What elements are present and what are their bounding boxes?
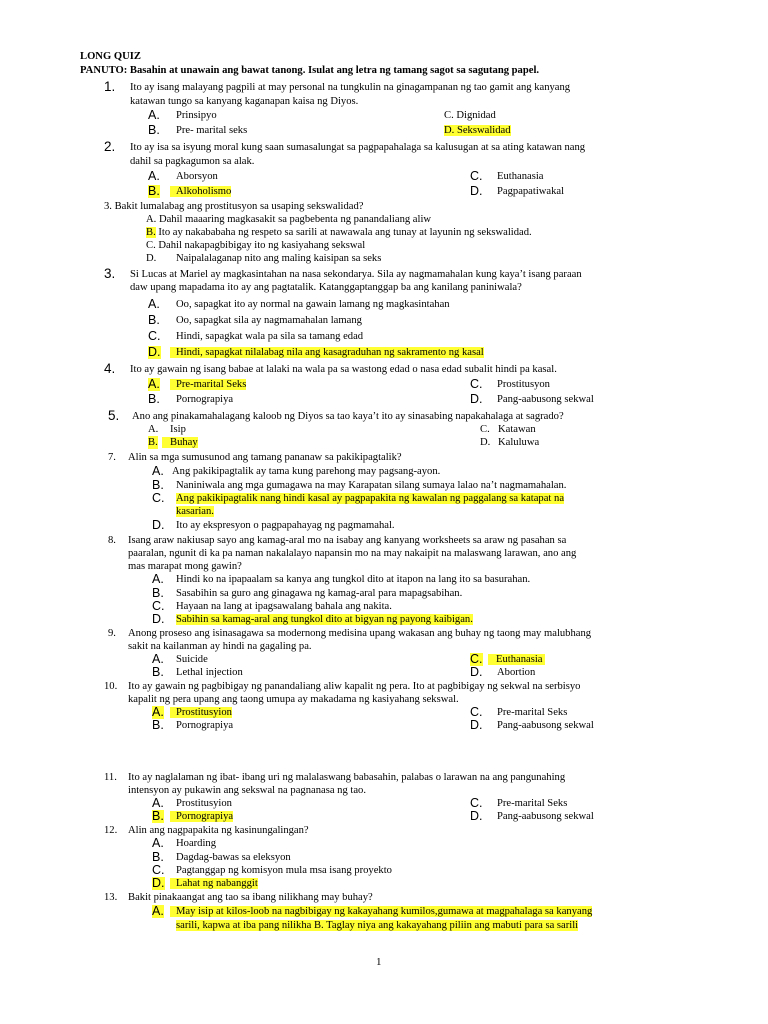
option-text: Prostitusyon	[497, 379, 550, 390]
option-text: Hayaan na lang at ipagsawalang bahala ang nakita.	[176, 601, 392, 612]
option-letter: C.	[470, 652, 483, 666]
option-letter: D.	[470, 718, 483, 732]
option-letter: C.	[480, 424, 490, 435]
option-letter: C.	[152, 863, 165, 877]
option-letter: B.	[146, 227, 156, 238]
option-text: Naniniwala ang mga gumagawa na may Karapatan silang sumaya lalao na’t nagmamahalan.	[176, 480, 567, 491]
option-letter: C.	[470, 169, 483, 183]
option-letter: C.	[152, 491, 165, 505]
option-text: Prostitusyion	[176, 798, 232, 809]
question-number: 11.	[104, 772, 117, 783]
question-text: sakit na kailanman ay hindi na gagaling pa.	[128, 641, 312, 652]
option-text: Pornograpiya	[176, 394, 234, 405]
option-letter: D.	[470, 809, 483, 823]
option-text: C. Dignidad	[444, 110, 496, 121]
question-text: Alin sa mga sumusunod ang tamang pananaw sa pakikipagtalik?	[128, 452, 402, 463]
question-number: 4.	[104, 361, 116, 376]
correct-answer: Sabihin sa kamag-aral ang tungkol dito at bigyan ng payong kaibigan.	[176, 614, 473, 625]
question-text: Anong proseso ang isinasagawa sa modernong medisina upang wakasan ang buhay ng taong may malubhang	[128, 628, 592, 639]
option-letter: B.	[148, 437, 158, 448]
question-text: Si Lucas at Mariel ay magkasintahan na nasa sekondarya. Sila ay nagmamahalan kung kaya’t isang paraan	[130, 269, 582, 280]
option-letter: C.	[152, 599, 165, 613]
option-letter: B.	[152, 850, 164, 864]
option-text: Ito ay nakababaha ng respeto sa sarili at nawawala ang tunay at layunin ng sekswalidad.	[155, 227, 532, 238]
correct-answer: Pornograpiya	[170, 811, 233, 822]
option-letter: A.	[152, 652, 164, 666]
question-text: 3. Bakit lumalabag ang prostitusyon sa usaping sekswalidad?	[104, 201, 364, 212]
option-text: Pre-marital Seks	[497, 707, 568, 718]
question-text: katawan tungo sa kanyang kaganapan kaisa ng Diyos.	[130, 96, 359, 107]
option-text: Naipalalaganap nito ang maling kaisipan sa seks	[176, 253, 382, 264]
option-letter: D.	[152, 876, 165, 890]
option-letter: B.	[148, 123, 160, 137]
option-text: Sasabihin sa guro ang ginagawa ng kamag-aral para mapagsabihan.	[176, 588, 463, 599]
option-text: Pang-aabusong sekwal	[497, 720, 594, 731]
option-text: Isip	[170, 424, 186, 435]
option-letter: A.	[152, 572, 164, 586]
correct-answer: Alkoholismo	[170, 186, 231, 197]
question-text: Ito ay gawain ng pagbibigay ng panandaliang aliw kapalit ng pera. Ito at pagbibigay ng sekwal na serbisyo	[128, 681, 581, 692]
option-text: Lethal injection	[176, 667, 243, 678]
option-text: Oo, sapagkat ito ay normal na gawain lamang ng magkasintahan	[176, 299, 450, 310]
option-text: Katawan	[498, 424, 536, 435]
option-text: A. Dahil maaaring magkasakit sa pagbebenta ng panandaliang aliw	[146, 214, 432, 225]
option-letter: B.	[152, 665, 164, 679]
question-text: Alin ang nagpapakita ng kasinungalingan?	[128, 825, 309, 836]
option-letter: B.	[152, 586, 164, 600]
option-text: Kaluluwa	[498, 437, 540, 448]
question-text: dahil sa pagkagumon sa alak.	[130, 156, 255, 167]
option-letter: D.	[152, 612, 165, 626]
correct-answer: Lahat ng nabanggit	[170, 878, 258, 889]
option-letter: D.	[470, 665, 483, 679]
option-letter: D.	[146, 253, 157, 264]
option-text: Hoarding	[176, 838, 217, 849]
option-letter: A.	[148, 297, 160, 311]
question-text: Ano ang pinakamahalagang kaloob ng Diyos sa tao kaya’t ito ay sinasabing napakahalaga at sagrado?	[132, 411, 564, 422]
option-text: Suicide	[176, 654, 208, 665]
option-letter: B.	[152, 809, 164, 823]
question-text: Bakit pinakaangat ang tao sa ibang nilikhang may buhay?	[128, 892, 373, 903]
question-text: Ito ay naglalaman ng ibat- ibang uri ng malalaswang babasahin, palabas o larawan na ang pangunahing	[128, 772, 566, 783]
question-number: 10.	[104, 681, 118, 692]
correct-answer: Buhay	[162, 437, 198, 448]
option-letter: A.	[152, 464, 164, 478]
question-text: paaralan, ngunit di ka pa naman nakalalayo napansin mo na may nakaipit na malaswang larawan, ano ang	[128, 548, 577, 559]
correct-answer: D. Sekswalidad	[444, 125, 511, 136]
option-text: Oo, sapagkat sila ay nagmamahalan lamang	[176, 315, 362, 326]
option-letter: A.	[152, 904, 164, 918]
option-letter: D.	[148, 345, 161, 359]
instructions: PANUTO: Basahin at unawain ang bawat tanong. Isulat ang letra ng tamang sagot sa sagutang papel.	[80, 65, 540, 76]
question-number: 5.	[108, 408, 120, 423]
question-number: 9.	[108, 628, 116, 639]
question-text: Ito ay isang malayang pagpili at may personal na tungkulin na ginagampanan ng tao gamit ang kanyang	[130, 82, 571, 93]
question-text: intensyon ay pukawin ang sekswal na pagnanasa ng tao.	[128, 785, 367, 796]
option-letter: C.	[148, 329, 161, 343]
option-letter: B.	[148, 184, 160, 198]
option-text: Pang-aabusong sekwal	[497, 811, 594, 822]
option-letter: A.	[148, 108, 160, 122]
option-text: Pagtanggap ng komisyon mula msa isang proyekto	[176, 865, 392, 876]
question-text: Ito ay isa sa isyung moral kung saan sumasalungat sa pagpapahalaga sa kalusugan at sa ating katawan nang	[130, 142, 586, 153]
option-letter: A.	[148, 424, 159, 435]
question-text: mas marapat mong gawin?	[128, 561, 242, 572]
option-letter: B.	[148, 392, 160, 406]
option-letter: D.	[470, 184, 483, 198]
option-letter: D.	[470, 392, 483, 406]
question-text: Ito ay gawain ng isang babae at lalaki na wala pa sa wastong edad o nasa edad subalit hindi pa kasal.	[130, 364, 557, 375]
option-text: Hindi ko na ipapaalam sa kanya ang tungkol dito at itapon na lang ito sa basurahan.	[176, 574, 531, 585]
option-letter: C.	[470, 377, 483, 391]
option-text: C. Dahil nakapagbibigay ito ng kasiyahang sekswal	[146, 240, 366, 251]
correct-answer: Prostitusyion	[170, 707, 232, 718]
option-letter: A.	[152, 796, 164, 810]
option-text: Pre- marital seks	[176, 125, 248, 136]
option-letter: B.	[148, 313, 160, 327]
question-number: 1.	[104, 79, 116, 94]
question-number: 3.	[104, 266, 116, 281]
option-text: Pagpapatiwakal	[497, 186, 565, 197]
option-text: Pre-marital Seks	[497, 798, 568, 809]
question-text: Isang araw nakiusap sayo ang kamag-aral mo na isabay ang kanyang worksheets sa araw ng pasahan sa	[128, 535, 567, 546]
option-text: Pornograpiya	[176, 720, 234, 731]
correct-answer-cont: sarili, kapwa at iba pang nilikha B. Taglay niya ang kakayahang piliin ang mabuti para sa sarili	[176, 920, 579, 931]
option-text: Ito ay ekspresyon o pagpapahayag ng pagmamahal.	[176, 520, 395, 531]
option-text: Ang pakikipagtalik ay tama kung parehong may pagsang-ayon.	[172, 466, 441, 477]
option-letter: A.	[152, 705, 164, 719]
correct-answer: Pre-marital Seks	[170, 379, 246, 390]
quiz-title: LONG QUIZ	[80, 51, 141, 62]
option-letter: D.	[480, 437, 491, 448]
option-letter: A.	[148, 169, 160, 183]
option-letter: C.	[470, 796, 483, 810]
question-text: kapalit ng pera upang ang taong umupa ay makadama ng kasiyahang sekswal.	[128, 694, 459, 705]
option-text: Abortion	[497, 667, 536, 678]
option-text: Prinsipyo	[176, 110, 217, 121]
option-letter: B.	[152, 718, 164, 732]
page-number: 1	[376, 956, 382, 968]
correct-answer: Ang pakikipagtalik nang hindi kasal ay pagpapakita ng kawalan ng paggalang sa katapat na	[176, 493, 565, 504]
option-text: Euthanasia	[497, 171, 544, 182]
correct-answer: May isip at kilos-loob na nagbibigay ng kakayahang kumilos,gumawa at magpahalaga sa kanyang	[170, 906, 592, 917]
question-number: 2.	[104, 139, 116, 154]
option-letter: B.	[152, 478, 164, 492]
option-letter: D.	[152, 518, 165, 532]
correct-answer: Euthanasia	[488, 654, 545, 665]
option-text: Hindi, sapagkat wala pa sila sa tamang edad	[176, 331, 364, 342]
option-letter: A.	[148, 377, 160, 391]
option-text: Pang-aabusong sekwal	[497, 394, 594, 405]
option-letter: C.	[470, 705, 483, 719]
question-number: 13.	[104, 892, 118, 903]
question-number: 7.	[108, 452, 116, 463]
question-text: daw upang mapadama ito ay ang pagtatalik. Katanggaptanggap ba ang kanilang paniniwala?	[130, 282, 522, 293]
option-text: Aborsyon	[176, 171, 218, 182]
correct-answer-cont: kasarian.	[176, 506, 214, 517]
question-number: 8.	[108, 535, 116, 546]
option-text: Dagdag-bawas sa eleksyon	[176, 852, 291, 863]
question-number: 12.	[104, 825, 118, 836]
option-letter: A.	[152, 836, 164, 850]
correct-answer: Hindi, sapagkat nilalabag nila ang kasagraduhan ng sakramento ng kasal	[170, 347, 484, 358]
